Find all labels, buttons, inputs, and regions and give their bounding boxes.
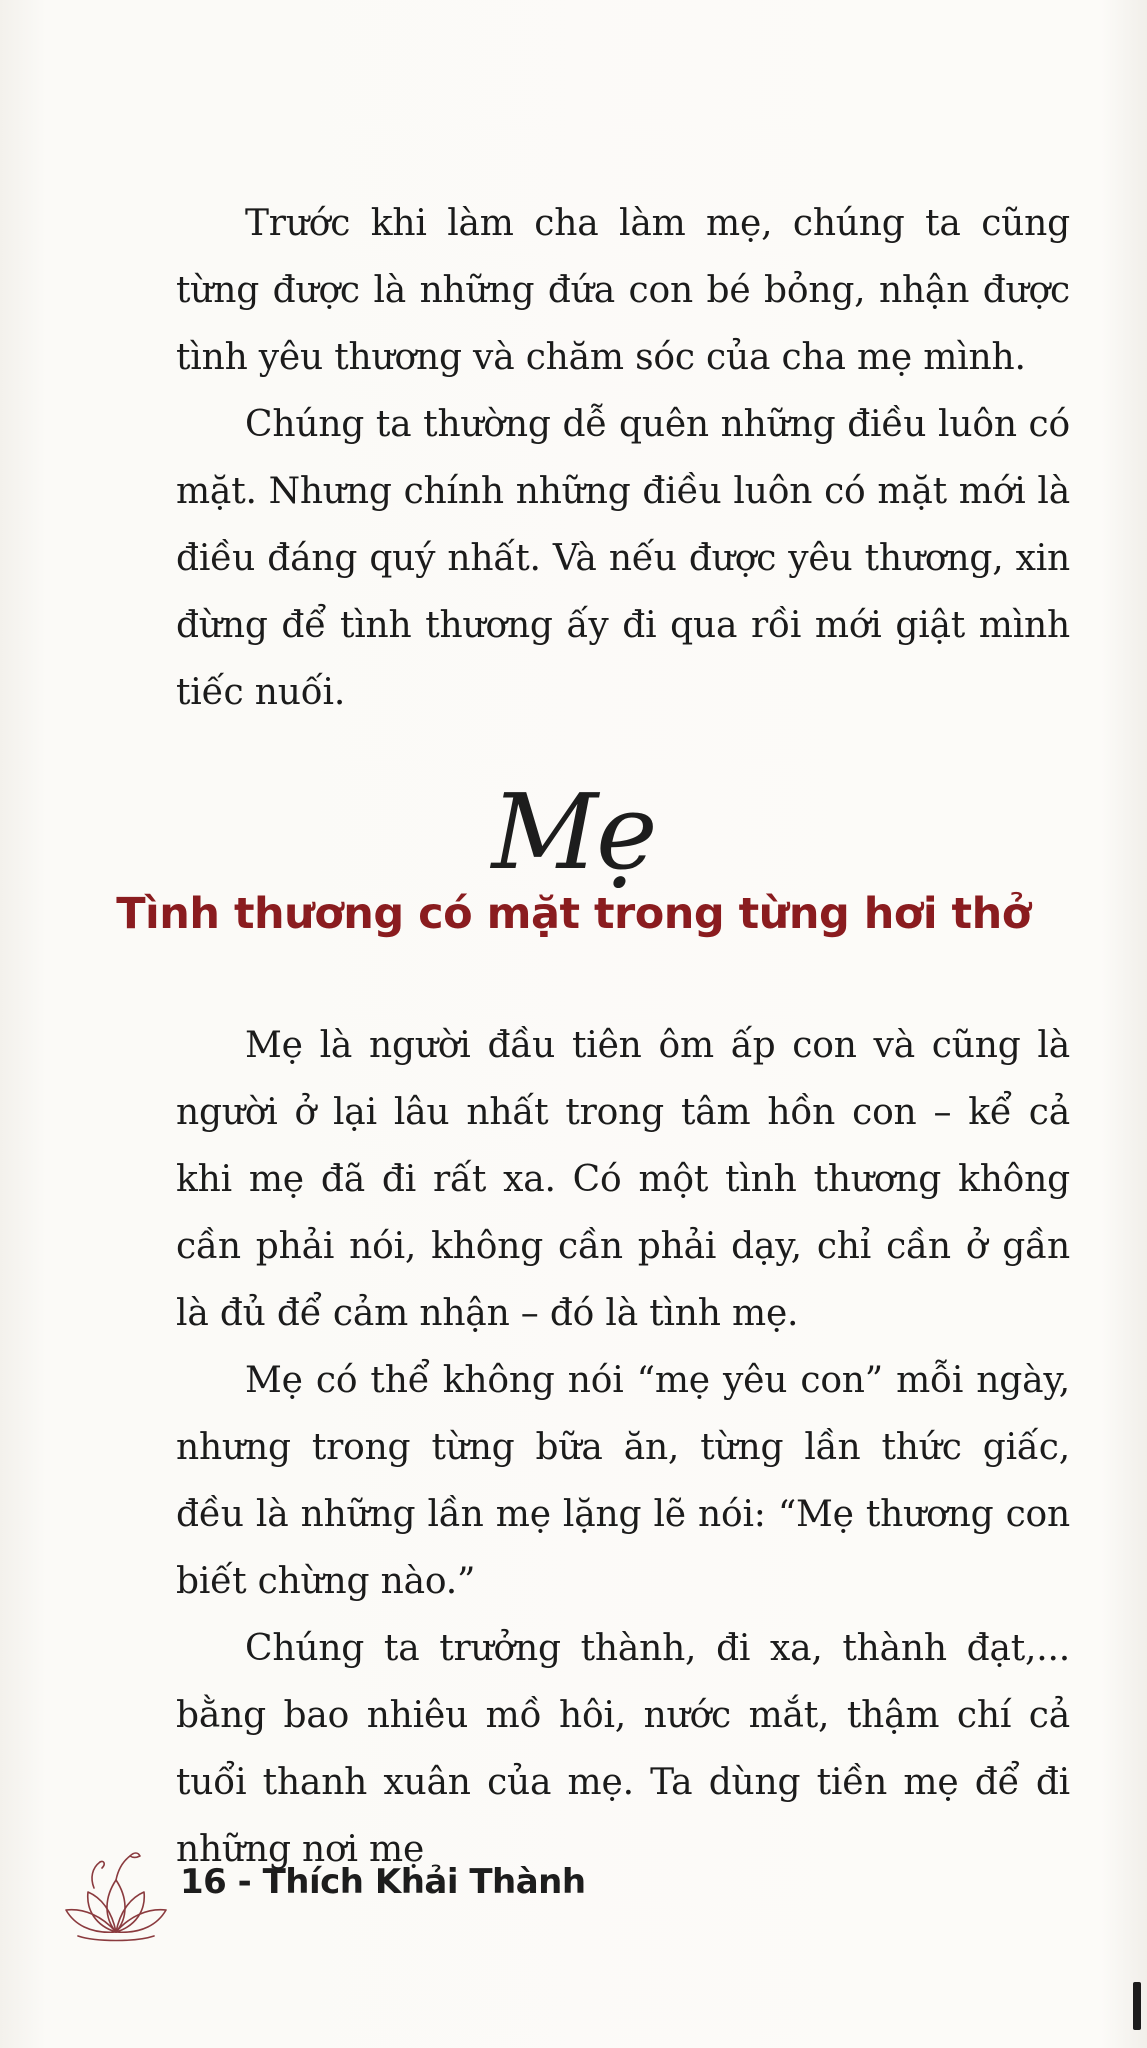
paragraph: Mẹ có thể không nói “mẹ yêu con” mỗi ngày, nhưng trong từng bữa ăn, từng lần thức giấc, đều là những lần mẹ lặng lẽ nói: “Mẹ thương con biết chừng nào.” (176, 1360, 1070, 1602)
intro-text (176, 190, 1070, 726)
page-footer (56, 1840, 616, 1960)
chapter-title: Mẹ (491, 771, 656, 893)
page-folio: 16 - Thích Khải Thành (180, 1862, 586, 1902)
chapter-text (176, 1012, 1070, 1883)
paragraph: Mẹ là người đầu tiên ôm ấp con và cũng là người ở lại lâu nhất trong tâm hồn con – kể cả khi mẹ đã đi rất xa. Có một tình thương không cần phải nói, không cần phải dạy, chỉ cần ở gần là đủ để cảm nhận – đó là tình mẹ. (176, 1025, 1070, 1334)
chapter-subtitle: Tình thương có mặt trong từng hơi thở (116, 889, 1031, 939)
page-edge-mark (1133, 1982, 1141, 2030)
paragraph: Trước khi làm cha làm mẹ, chúng ta cũng từng được là những đứa con bé bỏng, nhận được tình yêu thương và chăm sóc của cha mẹ mình. (176, 203, 1070, 378)
paragraph: Chúng ta trưởng thành, đi xa, thành đạt,... bằng bao nhiêu mồ hôi, nước mắt, thậm chí cả tuổi thanh xuân của mẹ. Ta dùng tiền mẹ để đi những nơi mẹ (176, 1628, 1070, 1870)
lotus-icon (56, 1840, 176, 1960)
chapter-heading (0, 762, 1147, 902)
paragraph: Chúng ta thường dễ quên những điều luôn có mặt. Nhưng chính những điều luôn có mặt mới là điều đáng quý nhất. Và nếu được yêu thương, xin đừng để tình thương ấy đi qua rồi mới giật mình tiếc nuối. (176, 404, 1070, 713)
